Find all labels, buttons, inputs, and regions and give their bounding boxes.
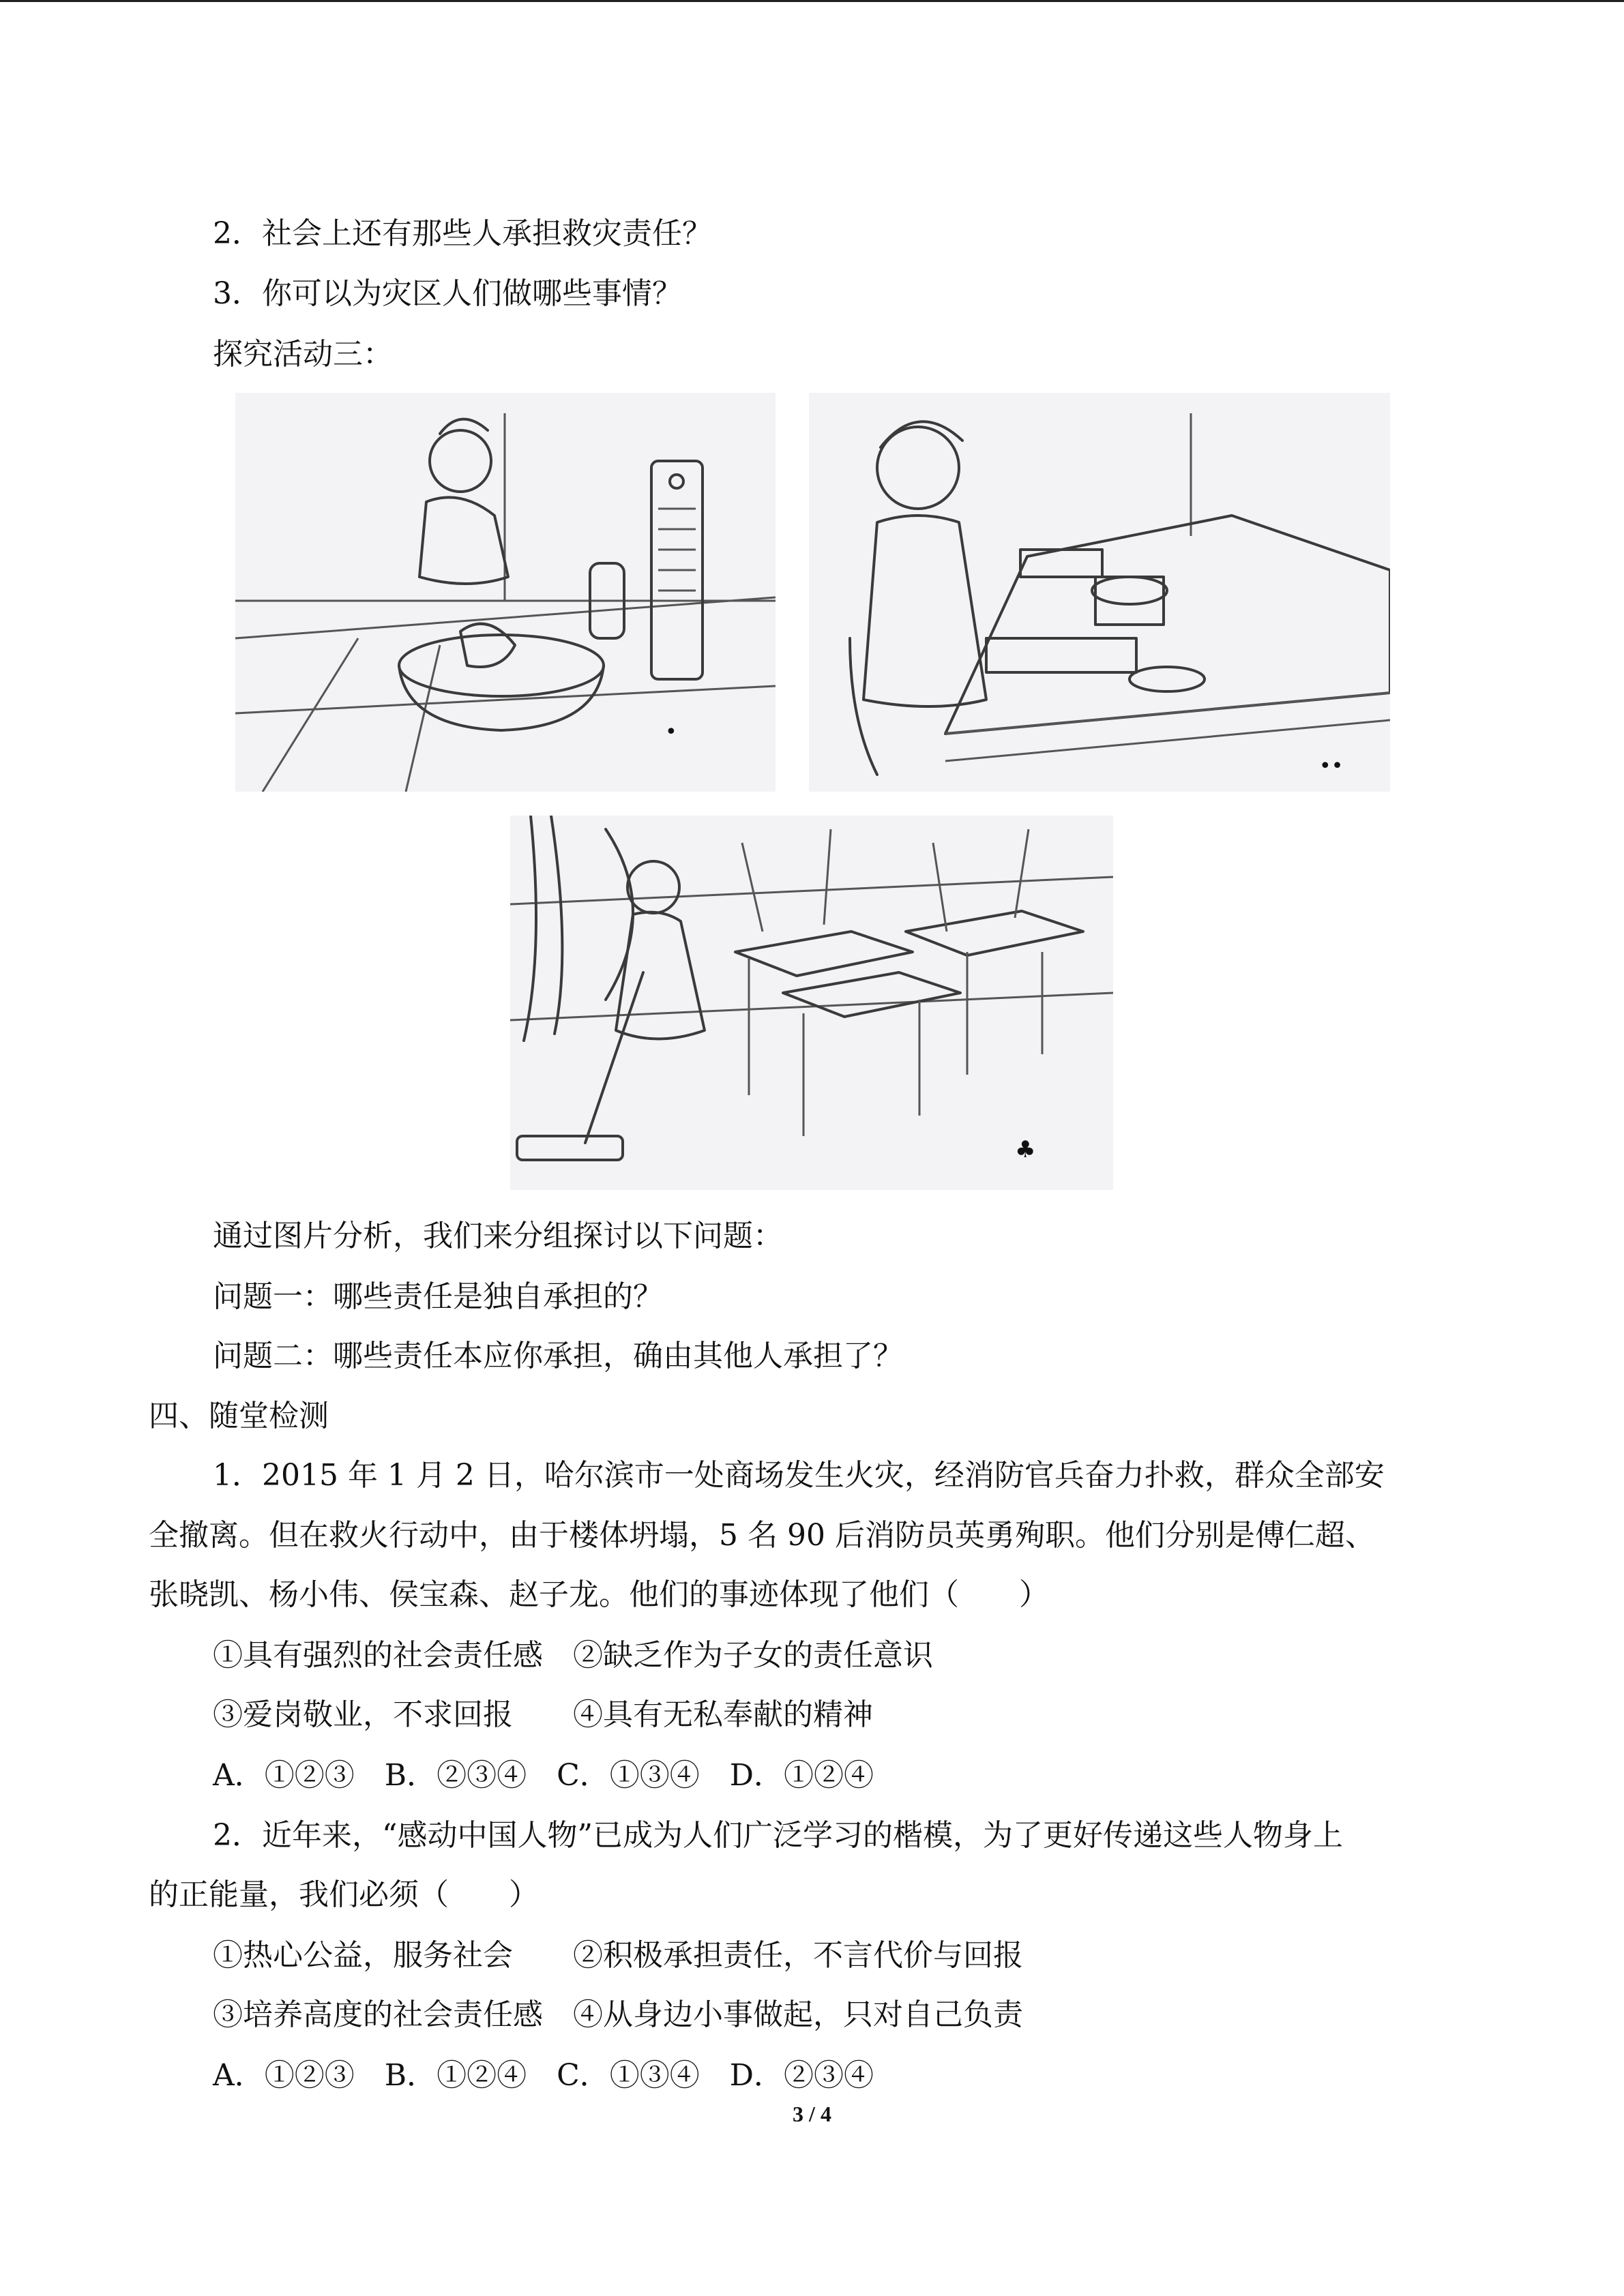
q2-stem-line-1: 2．近年来，“感动中国人物”已成为人们广泛学习的楷模，为了更好传递这些人物身上 [213, 1818, 1343, 1853]
question-2-line: 2．社会上还有那些人承担救灾责任？ [213, 216, 712, 251]
q1-options-line-2: ③爱岗敬业，不求回报 ④具有无私奉献的精神 [213, 1697, 873, 1732]
question-3-line: 3．你可以为灾区人们做哪些事情？ [213, 276, 682, 311]
figure-mark-3: ♣ [1015, 1136, 1036, 1163]
figure-washing-clothes [235, 393, 776, 792]
q1-stem-line-1: 1．2015 年 1 月 2 日，哈尔滨市一处商场发生火灾，经消防官兵奋力扑救，群众全部安 [213, 1458, 1385, 1493]
q1-stem-line-2: 全撤离。但在救火行动中，由于楼体坍塌，5 名 90 后消防员英勇殉职。他们分别是傅仁超、 [149, 1518, 1375, 1553]
q1-answer-choices: A．①②③ B．②③④ C．①③④ D．①②④ [213, 1758, 874, 1793]
section-title: 四、随堂检测 [149, 1399, 329, 1433]
page-number: 3 / 4 [793, 2102, 831, 2126]
q2-stem-line-2: 的正能量，我们必须（ ） [149, 1877, 539, 1912]
q1-options-line-1: ①具有强烈的社会责任感 ②缺乏作为子女的责任意识 [213, 1638, 933, 1673]
figure-mopping-floor [510, 816, 1113, 1190]
figure-mark-1: • [665, 720, 677, 744]
page-top-border [0, 0, 1624, 2]
mopping-floor-illustration [510, 816, 1113, 1190]
question-two: 问题二：哪些责任本应你承担，确由其他人承担了？ [213, 1339, 903, 1373]
activity-3-heading: 探究活动三： [213, 337, 393, 372]
figure-mark-2: •• [1319, 754, 1344, 778]
discussion-intro: 通过图片分析，我们来分组探讨以下问题： [213, 1219, 783, 1253]
washing-clothes-illustration [235, 393, 776, 792]
q2-answer-choices: A．①②③ B．①②④ C．①③④ D．②③④ [213, 2058, 874, 2093]
figure-cooking [809, 393, 1390, 792]
q1-stem-line-3: 张晓凯、杨小伟、侯宝森、赵子龙。他们的事迹体现了他们（ ） [149, 1577, 1049, 1612]
cooking-illustration [809, 393, 1390, 792]
q2-options-line-1: ①热心公益，服务社会 ②积极承担责任，不言代价与回报 [213, 1938, 1023, 1973]
question-one: 问题一：哪些责任是独自承担的？ [213, 1279, 663, 1314]
q2-options-line-2: ③培养高度的社会责任感 ④从身边小事做起，只对自己负责 [213, 1997, 1023, 2032]
